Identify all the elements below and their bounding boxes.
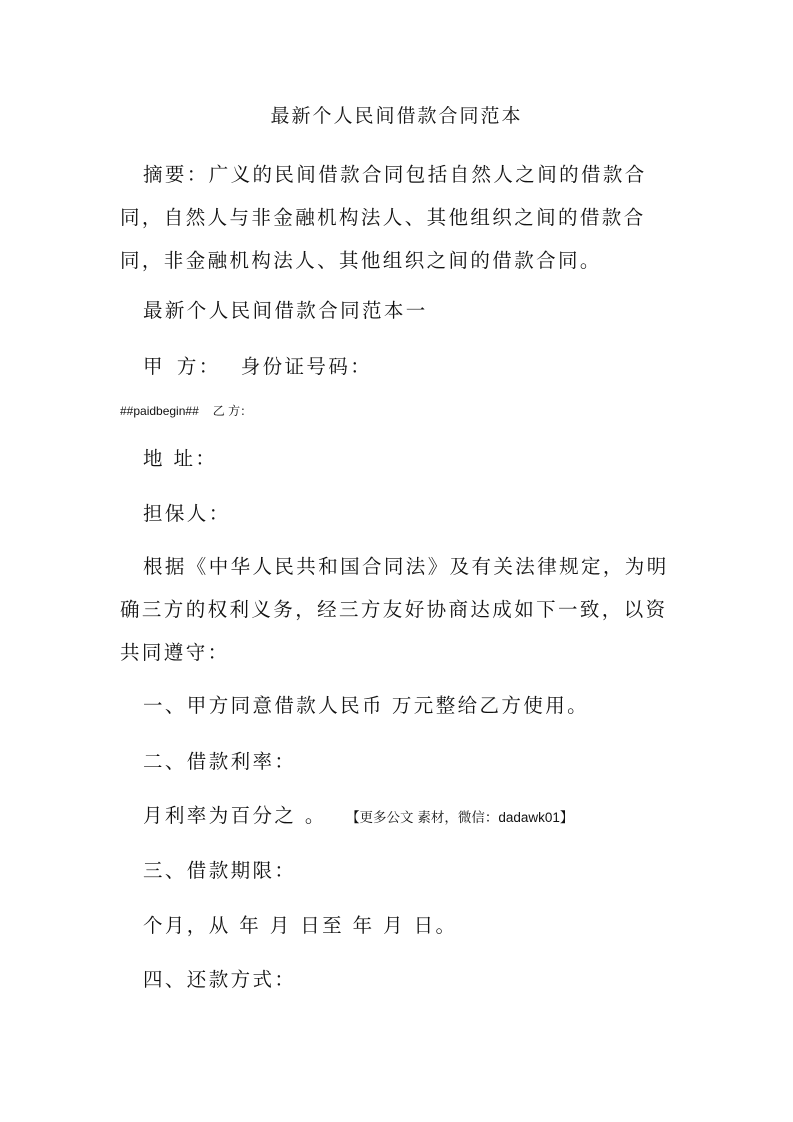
clause-1-text-start: 一、甲方同意借款人民币 xyxy=(143,694,384,717)
clause-4-heading: 四、还款方式： xyxy=(143,968,297,991)
clause-2-heading: 二、借款利率： xyxy=(143,750,297,773)
clause-3-line: 个月，从 年 月 日至 年 月 日。 xyxy=(143,914,458,937)
address-line: 地 址： xyxy=(143,447,218,470)
ad-notice: 【更多公文 素材，微信：dadawk01】 xyxy=(352,810,574,825)
party-b-label: 乙 方： xyxy=(212,404,253,418)
paid-marker-line xyxy=(120,403,252,419)
preamble-paragraph: 根据《中华人民共和国合同法》及有关法律规定，为明确三方的权利义务，经三方友好协商达成如下一致，以资共同遵守： xyxy=(120,555,669,664)
abstract-paragraph: 摘要：广义的民间借款合同包括自然人之间的借款合同，自然人与非金融机构法人、其他组织之间的借款合同，非金融机构法人、其他组织之间的借款合同。 xyxy=(120,163,647,272)
party-a-label-suffix: 方： xyxy=(176,355,221,378)
clause-1-line xyxy=(143,693,589,719)
clause-2-text: 月利率为百分之 。 xyxy=(143,804,327,827)
document-title: 最新个人民间借款合同范本 xyxy=(270,105,523,127)
clause-2-line xyxy=(143,803,573,831)
clause-3-heading: 三、借款期限： xyxy=(143,859,297,882)
id-number-label: 身份证号码： xyxy=(240,355,373,378)
clause-1-text-end: 万元整给乙方使用。 xyxy=(391,694,590,717)
party-a-label: 甲 xyxy=(143,355,165,378)
guarantor-line: 担保人： xyxy=(143,502,231,525)
party-a-line xyxy=(143,354,372,380)
section-heading: 最新个人民间借款合同范本一 xyxy=(143,299,428,322)
paid-marker: ##paidbegin## xyxy=(120,404,199,418)
